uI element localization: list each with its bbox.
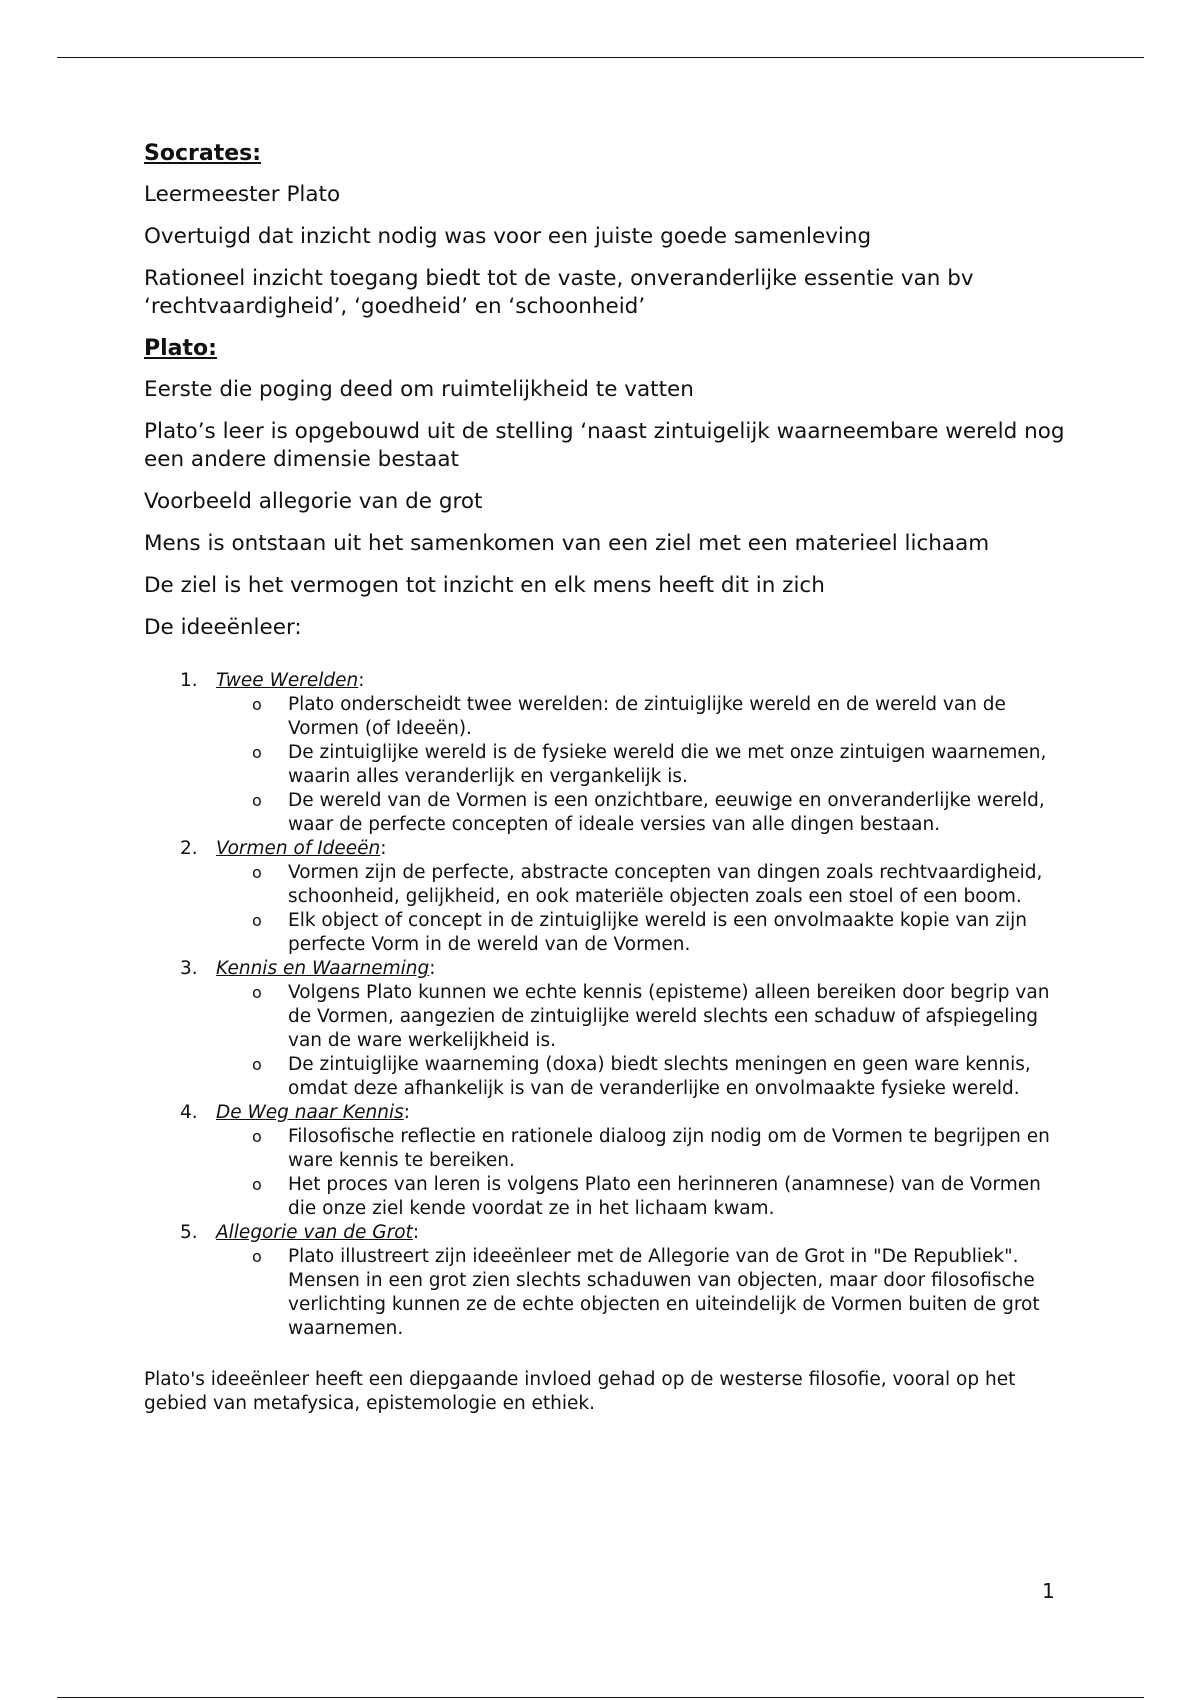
- bullet-icon: o: [252, 743, 262, 762]
- bullet-icon: o: [252, 1055, 262, 1074]
- list-item-colon: :: [429, 958, 436, 979]
- sub-list-text: De zintuiglijke wereld is de fysieke wereld die we met onze zintuigen waarnemen, waarin alles veranderlijk en vergankelijk is.: [288, 742, 1047, 787]
- sub-list: [216, 693, 1074, 837]
- closing-paragraph: Plato's ideeënleer heeft een diepgaande invloed gehad op de westerse filosofie, vooral op het gebied van metafysica, epistemologie en ethiek.: [144, 1369, 1016, 1414]
- bullet-icon: o: [252, 1247, 262, 1266]
- list-item-colon: :: [358, 670, 365, 691]
- list-item: [144, 837, 1074, 957]
- sub-list: [216, 1245, 1074, 1341]
- heading-plato: Plato:: [144, 336, 217, 361]
- paragraph: Mens is ontstaan uit het samenkomen van een ziel met een materieel lichaam: [144, 531, 990, 556]
- list-number: 1.: [180, 670, 198, 691]
- list-item-title: Allegorie van de Grot: [216, 1222, 413, 1243]
- list-item: [144, 669, 1074, 837]
- sub-list-text: Volgens Plato kunnen we echte kennis (episteme) alleen bereiken door begrip van de Vormen, aangezien de zintuiglijke wereld slechts een schaduw of afspiegeling van de ware werkelijkheid is.: [288, 982, 1050, 1051]
- sub-list-text: Het proces van leren is volgens Plato een herinneren (anamnese) van de Vormen die onze ziel kende voordat ze in het lichaam kwam.: [288, 1174, 1041, 1219]
- sub-list: [216, 981, 1074, 1101]
- list-item-title: Kennis en Waarneming: [216, 958, 430, 979]
- sub-list-item: [252, 981, 1074, 1053]
- footer-rule: [57, 1697, 1144, 1698]
- list-item-colon: :: [403, 1102, 411, 1123]
- sub-list-item: [252, 741, 1074, 789]
- sub-list-item: [252, 1245, 1074, 1341]
- list-number: 2.: [180, 838, 198, 859]
- sub-list-text: Plato onderscheidt twee werelden: de zintuiglijke wereld en de wereld van de Vormen (of Ideeën).: [288, 694, 1006, 739]
- sub-list-text: Plato illustreert zijn ideeënleer met de Allegorie van de Grot in "De Republiek". Mensen in een grot zien slechts schaduwen van objecten, maar door filosofische verlichting kunnen ze de echte objecten en uiteindelijk de Vormen buiten de grot waarnemen.: [288, 1246, 1040, 1339]
- sub-list-item: [252, 861, 1074, 909]
- list-item: [144, 1221, 1074, 1341]
- page-number: 1: [1042, 1579, 1055, 1603]
- list-item-title: Vormen of Ideeën: [216, 838, 381, 859]
- paragraph: De ziel is het vermogen tot inzicht en elk mens heeft dit in zich: [144, 573, 825, 598]
- sub-list-item: [252, 1125, 1074, 1173]
- paragraph: Eerste die poging deed om ruimtelijkheid te vatten: [144, 377, 694, 402]
- sub-list-text: Elk object of concept in de zintuiglijke wereld is een onvolmaakte kopie van zijn perfecte Vorm in de wereld van de Vormen.: [288, 910, 1027, 955]
- paragraph: Voorbeeld allegorie van de grot: [144, 489, 483, 514]
- document-body: [144, 140, 1074, 1416]
- sub-list-text: De zintuiglijke waarneming (doxa) biedt slechts meningen en geen ware kennis, omdat deze afhankelijk is van de veranderlijke en onvolmaakte fysieke wereld.: [288, 1054, 1031, 1099]
- sub-list-item: [252, 1053, 1074, 1101]
- sub-list-item: [252, 693, 1074, 741]
- list-number: 4.: [180, 1102, 198, 1123]
- paragraph: De ideeënleer:: [144, 615, 302, 640]
- bullet-icon: o: [252, 695, 262, 714]
- list-item-colon: :: [380, 838, 387, 859]
- list-item-title: Twee Werelden: [216, 670, 359, 691]
- ideeenleer-list: [144, 669, 1074, 1341]
- sub-list-item: [252, 789, 1074, 837]
- bullet-icon: o: [252, 1175, 262, 1194]
- list-item-colon: :: [412, 1222, 420, 1243]
- bullet-icon: o: [252, 983, 262, 1002]
- bullet-icon: o: [252, 1127, 262, 1146]
- sub-list-text: De wereld van de Vormen is een onzichtbare, eeuwige en onveranderlijke wereld, waar de perfecte concepten of ideale versies van alle dingen bestaan.: [288, 790, 1045, 835]
- bullet-icon: o: [252, 911, 262, 930]
- list-item-title: De Weg naar Kennis: [216, 1102, 404, 1123]
- heading-socrates: Socrates:: [144, 141, 262, 166]
- header-rule: [57, 57, 1144, 58]
- paragraph: Plato’s leer is opgebouwd uit de stelling ‘naast zintuigelijk waarneembare wereld nog een andere dimensie bestaat: [144, 419, 1065, 472]
- sub-list: [216, 861, 1074, 957]
- list-number: 5.: [180, 1222, 198, 1243]
- paragraph: Rationeel inzicht toegang biedt tot de vaste, onveranderlijke essentie van bv ‘rechtvaardigheid’, ‘goedheid’ en ‘schoonheid’: [144, 266, 974, 319]
- bullet-icon: o: [252, 863, 262, 882]
- list-item: [144, 957, 1074, 1101]
- sub-list-text: Filosofische reflectie en rationele dialoog zijn nodig om de Vormen te begrijpen en ware kennis te bereiken.: [288, 1126, 1050, 1171]
- sub-list-item: [252, 909, 1074, 957]
- sub-list-item: [252, 1173, 1074, 1221]
- paragraph: Overtuigd dat inzicht nodig was voor een juiste goede samenleving: [144, 224, 872, 249]
- list-item: [144, 1101, 1074, 1221]
- sub-list-text: Vormen zijn de perfecte, abstracte concepten van dingen zoals rechtvaardigheid, schoonheid, gelijkheid, en ook materiële objecten zoals een stoel of een boom.: [288, 862, 1043, 907]
- paragraph: Leermeester Plato: [144, 182, 341, 207]
- bullet-icon: o: [252, 791, 262, 810]
- sub-list: [216, 1125, 1074, 1221]
- list-number: 3.: [180, 958, 198, 979]
